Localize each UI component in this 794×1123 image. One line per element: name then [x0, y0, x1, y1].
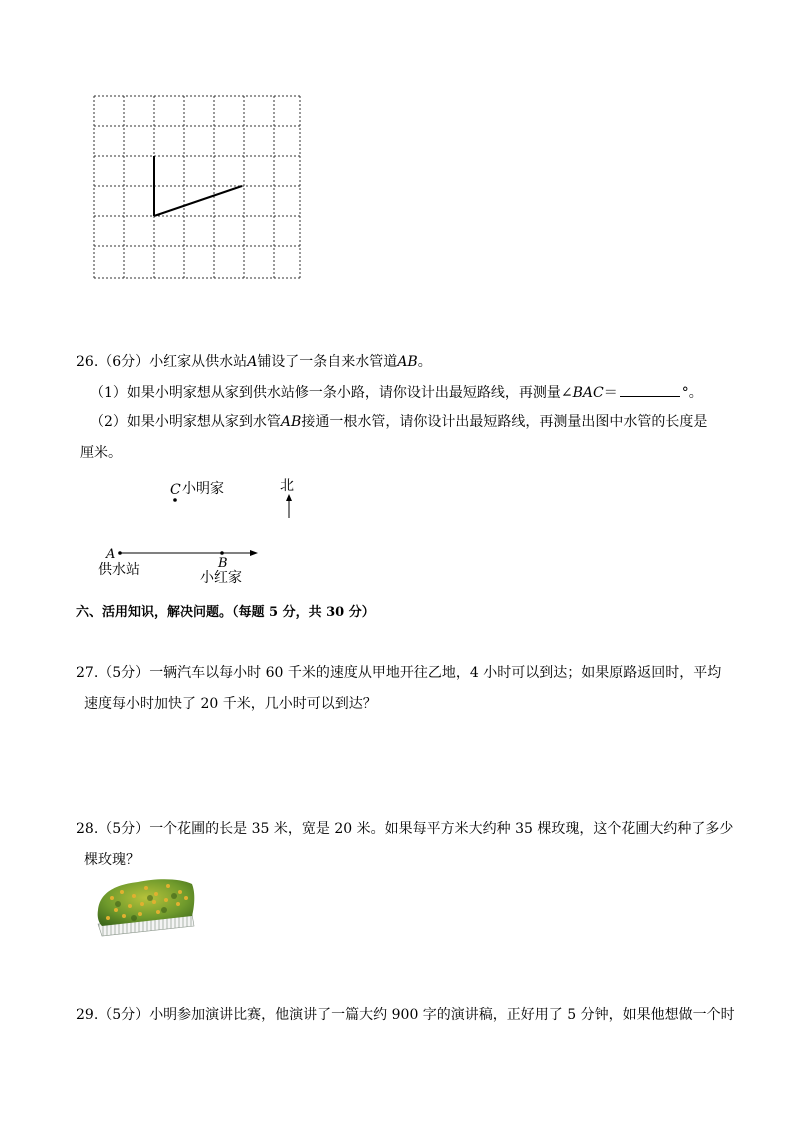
q28-line1: 28.（5分）一个花圃的长是 35 米，宽是 20 米。如果每平方米大约种 35 棵玫瑰，这个花圃大约种了多少	[76, 821, 734, 837]
q26-stem: 26.（6分）小红家从供水站A铺设了一条自来水管道AB。	[76, 354, 432, 370]
point-c	[173, 498, 177, 502]
q26-part2: （2）如果小明家想从家到水管AB接通一根水管，请你设计出最短路线，再测量出图中水管的长度是	[90, 414, 708, 430]
point-b-label: B	[218, 556, 228, 571]
flower-bed-icon	[94, 874, 198, 938]
map-figure	[90, 472, 310, 590]
q29-line1: 29.（5分）小明参加演讲比赛，他演讲了一篇大约 900 字的演讲稿，正好用了 5 分钟，如果他想做一个时	[76, 1007, 735, 1023]
xiaoming-home-label: 小明家	[182, 481, 224, 497]
north-arrow-icon	[286, 494, 292, 518]
answer-blank-angle[interactable]	[620, 382, 680, 397]
section-6-title: 六、活用知识，解决问题。（每题 5 分，共 30 分）	[76, 605, 375, 620]
q26-part1: （1）如果小明家想从家到供水站修一条小路，请你设计出最短路线，再测量∠BAC＝ °。	[90, 382, 703, 403]
q28-line2: 棵玫瑰？	[84, 852, 140, 868]
pipe-ab-ray	[120, 550, 258, 556]
point-b	[220, 551, 224, 555]
north-label: 北	[280, 478, 294, 494]
xiaohong-home-label: 小红家	[200, 570, 242, 586]
point-c-label: C	[170, 482, 181, 498]
water-station-label: 供水站	[98, 562, 140, 578]
q27-line2: 速度每小时加快了 20 千米，几小时可以到达？	[84, 696, 377, 712]
grid-figure	[90, 92, 306, 284]
q27-line1: 27.（5分）一辆汽车以每小时 60 千米的速度从甲地开往乙地，4 小时可以到达；如果原路返回时，平均	[76, 665, 722, 681]
point-a-label: A	[106, 547, 116, 562]
q26-part2-cont: 厘米。	[80, 445, 122, 461]
